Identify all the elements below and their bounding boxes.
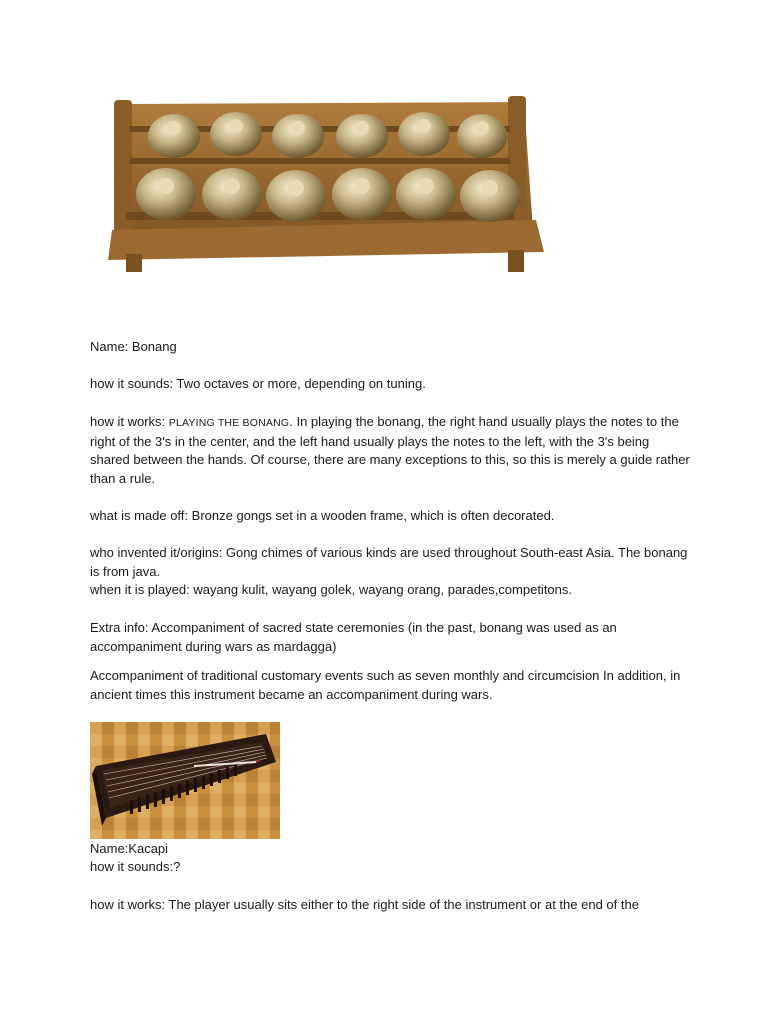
- bonang-works-text: . In playing the bonang, the right hand usually plays the notes to the right of the 3's in the center, and the left hand usually plays the notes to the left, with the 3's being shared between the hands. Of course, there are many exceptions to this, so this is merely a guide rather than a rule.: [90, 414, 690, 486]
- kacapi-photo: [90, 722, 280, 839]
- bonang-works-prefix: how it works:: [90, 414, 169, 429]
- kacapi-name: Name:Kacapi: [90, 841, 169, 856]
- bonang-extra-info: Extra info: Accompaniment of sacred state ceremonies (in the past, bonang was used as an accompaniment during wars as mardagga): [90, 620, 617, 654]
- kacapi-how-it-works: how it works: The player usually sits either to the right side of the instrument or at the end of the: [90, 897, 639, 912]
- bonang-photo: [104, 94, 552, 278]
- bonang-how-it-works: [90, 413, 690, 488]
- bonang-sound: how it sounds: Two octaves or more, depending on tuning.: [90, 376, 426, 391]
- bonang-extra-info-2: Accompaniment of traditional customary events such as seven monthly and circumcision In addition, in ancient times this instrument became an accompaniment during wars.: [90, 668, 681, 702]
- bonang-material: what is made off: Bronze gongs set in a wooden frame, which is often decorated.: [90, 508, 555, 523]
- bonang-name: Name: Bonang: [90, 339, 177, 354]
- bonang-works-heading: PLAYING THE BONANG: [168, 417, 290, 429]
- bonang-when-played: when it is played: wayang kulit, wayang golek, wayang orang, parades,competitons.: [90, 582, 573, 597]
- kacapi-sound: how it sounds:?: [90, 859, 181, 874]
- bonang-origins: who invented it/origins: Gong chimes of various kinds are used throughout South-east Asia. The bonang is from java.: [90, 545, 688, 579]
